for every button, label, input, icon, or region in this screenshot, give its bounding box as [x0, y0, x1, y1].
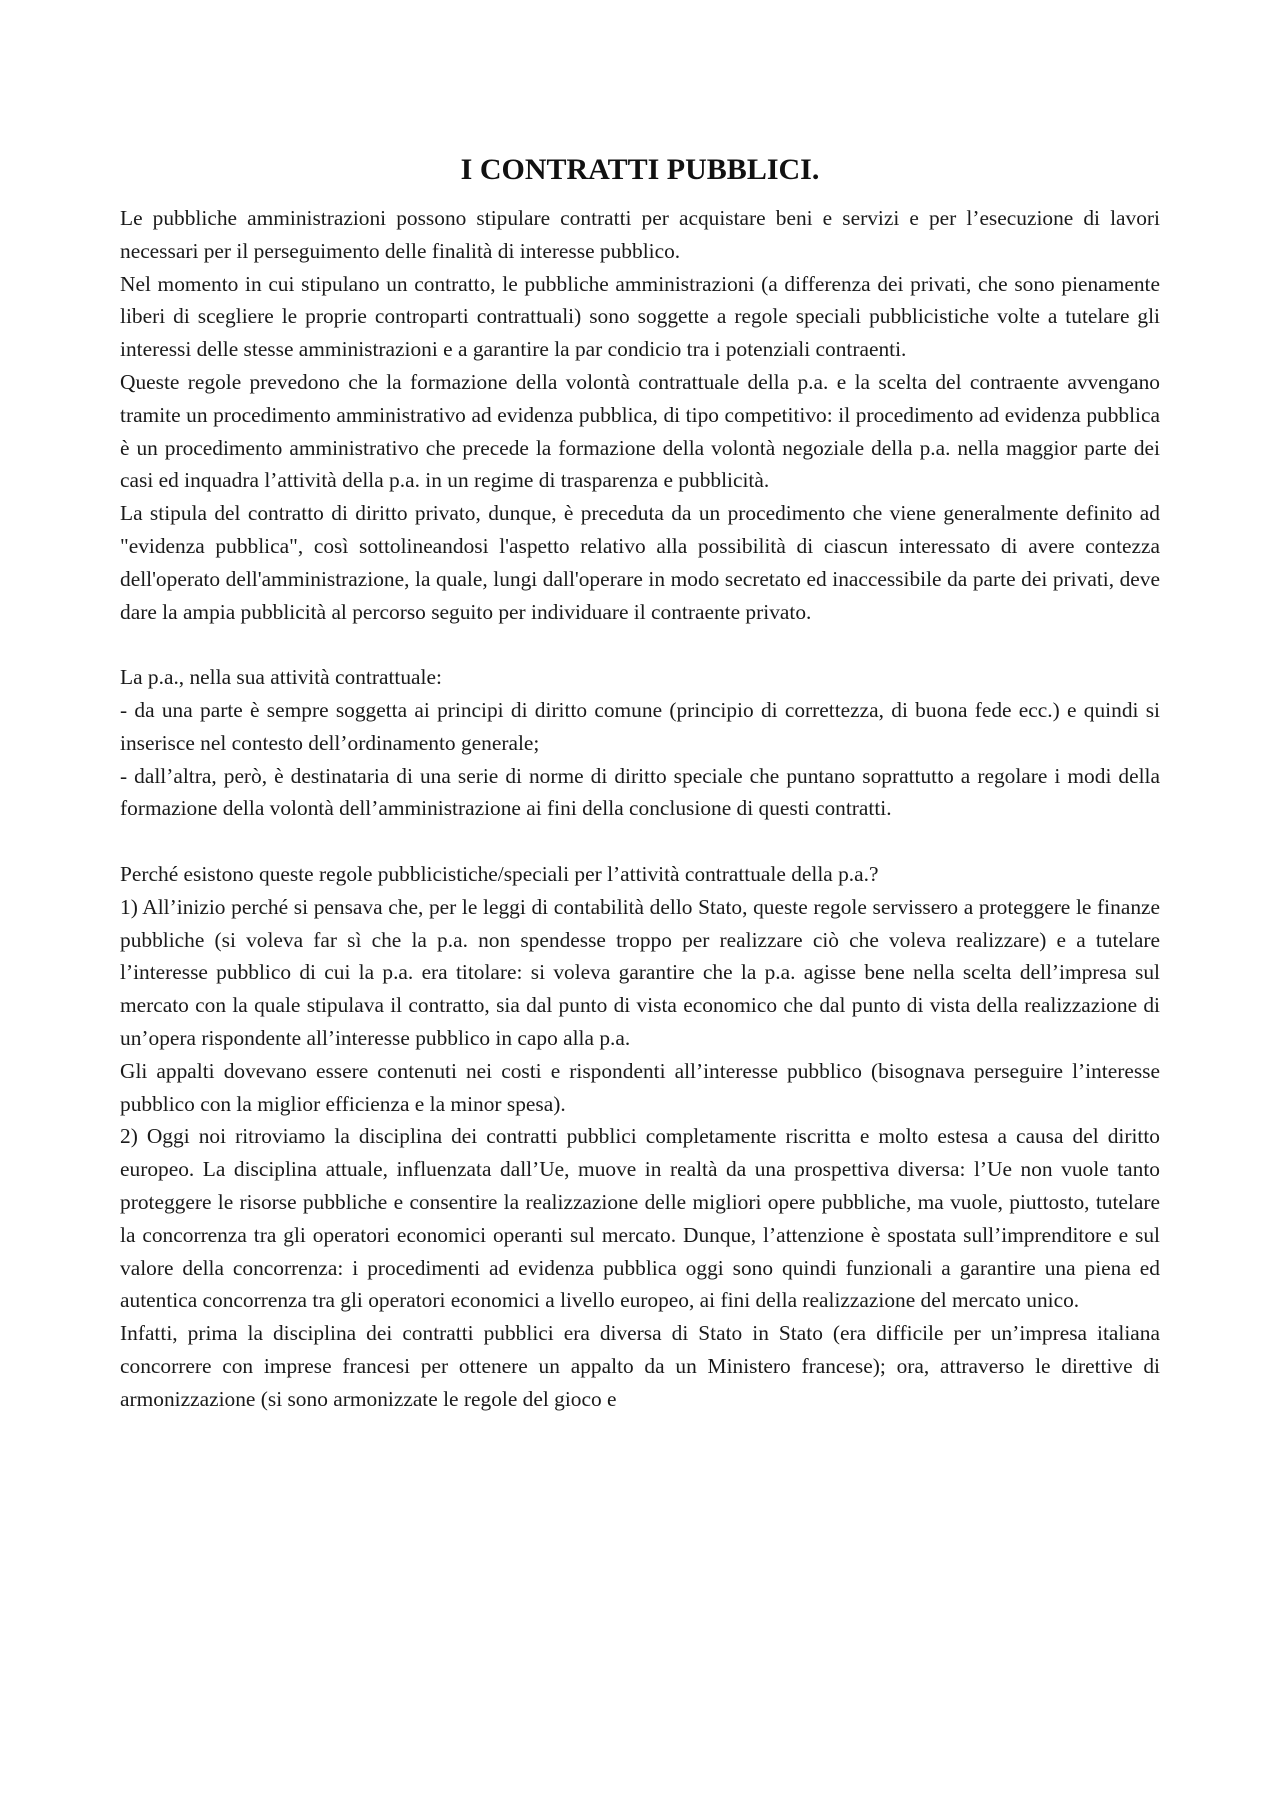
paragraph-tenders-costs: Gli appalti dovevano essere contenuti nei costi e rispondenti all’interesse pubblico (bisognava perseguire l’interesse pubblico con la miglior efficienza e la minor spesa). — [120, 1058, 1160, 1116]
paragraph-private-contract: La stipula del contratto di diritto privato, dunque, è preceduta da un procedimento che viene generalmente definito ad "evidenza pubblica", così sottolineandosi l'aspetto relativo alla possibilità di ciascun interessato di avere contezza dell'operato dell'amministrazione, la quale, lungi dall'operare in modo secretato ed inaccessibile da parte dei privati, deve dare la ampia pubblicità al percorso seguito per individuare il contraente privato. — [120, 501, 1160, 624]
paragraph-gap — [120, 628, 1160, 661]
paragraph-question: Perché esistono queste regole pubblicistiche/speciali per l’attività contrattuale della p.a.? — [120, 861, 879, 886]
paragraph-public-evidence: Queste regole prevedono che la formazione della volontà contrattuale della p.a. e la scelta del contraente avvengano tramite un procedimento amministrativo ad evidenza pubblica, di tipo competitivo: il procedimento ad evidenza pubblica è un procedimento amministrativo che precede la formazione della volontà negoziale della p.a. nella maggior parte dei casi ed inquadra l’attività della p.a. in un regime di trasparenza e pubblicità. — [120, 369, 1160, 493]
list-item-reason-2: 2) Oggi noi ritroviamo la disciplina dei contratti pubblici completamente riscritta e molto estesa a causa del diritto europeo. La disciplina attuale, influenzata dall’Ue, muove in realtà da una prospettiva diversa: l’Ue non vuole tanto proteggere le risorse pubbliche e consentire la realizzazione delle migliori opere pubbliche, ma vuole, piuttosto, tutelare la concorrenza tra gli operatori economici operanti sul mercato. Dunque, l’attenzione è spostata sull’imprenditore e sul valore della concorrenza: i procedimenti ad evidenza pubblica oggi sono quindi funzionali a garantire una piena ed autentica concorrenza tra gli operatori economici a livello europeo, ai fini della realizzazione del mercato unico. — [120, 1124, 1160, 1313]
paragraph-intro: Le pubbliche amministrazioni possono stipulare contratti per acquistare beni e servizi e per l’esecuzione di lavori necessari per il perseguimento delle finalità di interesse pubblico. — [120, 206, 1160, 263]
paragraph-harmonization: Infatti, prima la disciplina dei contratti pubblici era diversa di Stato in Stato (era difficile per un’impresa italiana concorrere con imprese francesi per ottenere un appalto da un Ministero francese); ora, attraverso le direttive di armonizzazione (si sono armonizzate le regole del gioco e — [120, 1321, 1160, 1411]
list-item-common-law: - da una parte è sempre soggetta ai principi di diritto comune (principio di correttezza, di buona fede ecc.) e quindi si inserisce nel contesto dell’ordinamento generale; — [120, 697, 1160, 755]
list-item-reason-1: 1) All’inizio perché si pensava che, per le leggi di contabilità dello Stato, queste regole servissero a proteggere le finanze pubbliche (si voleva far sì che la p.a. non spendesse troppo per realizzare ciò che voleva realizzare) e a tutelare l’interesse pubblico di cui la p.a. era titolare: si voleva garantire che la p.a. agisse bene nella scelta dell’impresa sul mercato con la quale stipulava il contratto, sia dal punto di vista economico che dal punto di vista della realizzazione di un’opera rispondente all’interesse pubblico in capo alla p.a. — [120, 894, 1160, 1050]
list-item-special-law: - dall’altra, però, è destinataria di una serie di norme di diritto speciale che puntano soprattutto a regolare i modi della formazione della volontà dell’amministrazione ai fini della conclusione di questi contratti. — [120, 763, 1160, 821]
document-title: I CONTRATTI PUBBLICI. — [460, 153, 820, 186]
paragraph-gap — [120, 825, 1160, 858]
paragraph-pa-activity: La p.a., nella sua attività contrattuale: — [120, 665, 442, 690]
document-page — [120, 152, 1160, 1415]
paragraph-special-rules: Nel momento in cui stipulano un contratto, le pubbliche amministrazioni (a differenza dei privati, che sono pienamente liberi di scegliere le proprie controparti contrattuali) sono soggette a regole speciali pubblicistiche volte a tutelare gli interessi delle stesse amministrazioni e a garantire la par condicio tra i potenziali contraenti. — [120, 271, 1160, 362]
